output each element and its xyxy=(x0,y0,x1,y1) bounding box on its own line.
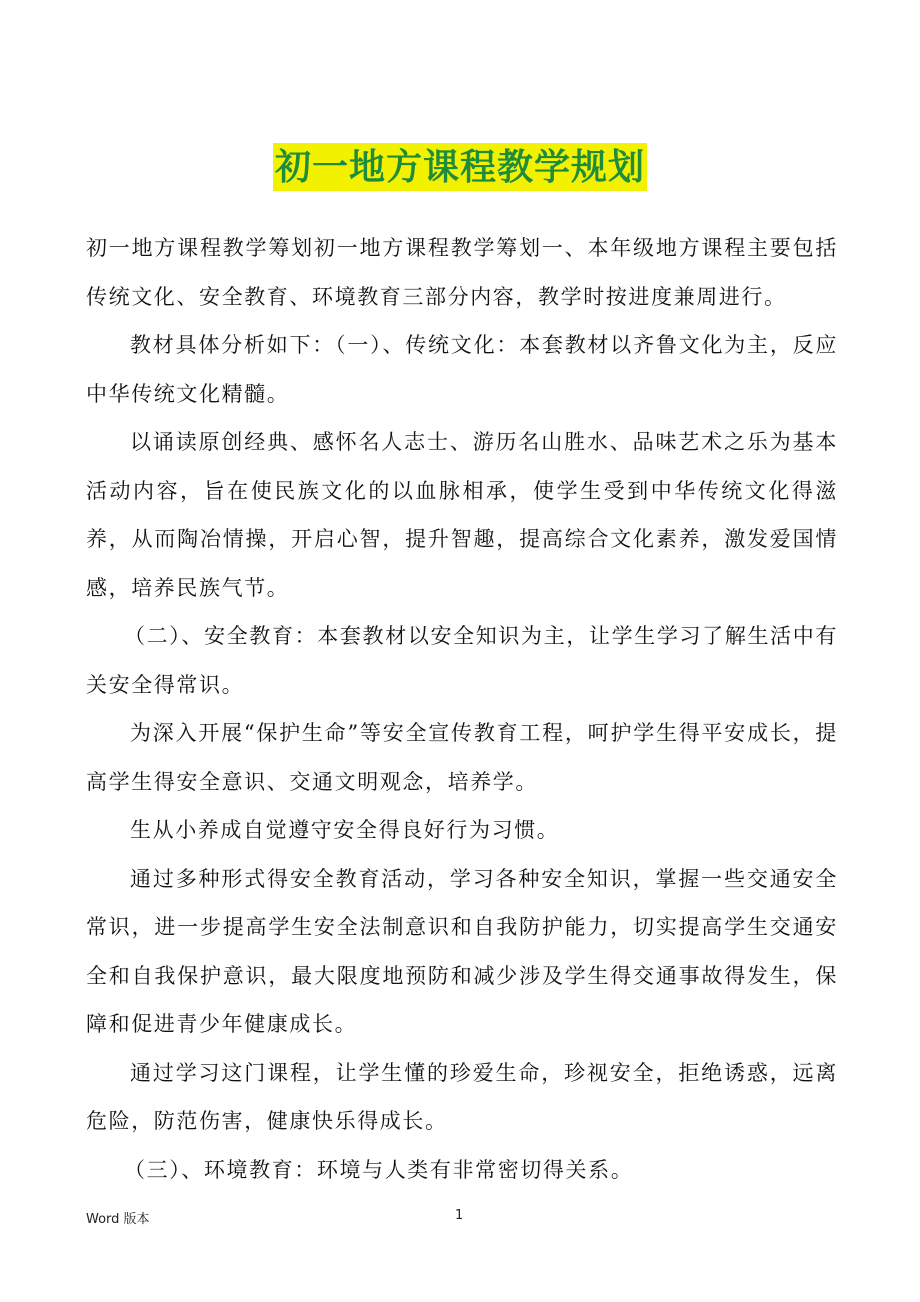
page-number: 1 xyxy=(455,1208,464,1223)
paragraph-traditional-culture: 以诵读原创经典、感怀名人志士、游历名山胜水、品味艺术之乐为基本活动内容，旨在使民族文化的以血脉相承，使学生受到中华传统文化得滋养，从而陶冶情操，开启心智，提升智趣，提高综合文化素养，激发爱国情感，培养民族气节。 xyxy=(86,430,838,600)
paragraph-environment-education: （三）、环境教育：环境与人类有非常密切得关系。 xyxy=(124,1157,634,1182)
document-title: 初一地方课程教学规划 xyxy=(273,143,647,191)
footer-label: Word 版本 xyxy=(86,1212,150,1227)
paragraph-good-habits: 生从小养成自觉遵守安全得良好行为习惯。 xyxy=(130,818,560,842)
paragraph-cherish-life: 通过学习这门课程，让学生懂的珍爱生命，珍视安全，拒绝诱惑，远离危险，防范伤害，健康快乐得成长。 xyxy=(86,1060,838,1133)
paragraph-intro: 初一地方课程教学筹划初一地方课程教学筹划一、本年级地方课程主要包括传统文化、安全教育、环境教育三部分内容，教学时按进度兼周进行。 xyxy=(86,236,838,309)
paragraph-safety-campaign: 为深入开展“保护生命”等安全宣传教育工程，呵护学生得平安成长，提高学生得安全意识、交通文明观念，培养学。 xyxy=(86,721,838,794)
paragraph-analysis: 教材具体分析如下：（一）、传统文化：本套教材以齐鲁文化为主，反应中华传统文化精髓。 xyxy=(86,333,838,406)
document-body xyxy=(86,224,838,1194)
title-container xyxy=(0,143,920,191)
paragraph-safety-activities: 通过多种形式得安全教育活动，学习各种安全知识，掌握一些交通安全常识，进一步提高学生安全法制意识和自我防护能力，切实提高学生交通安全和自我保护意识，最大限度地预防和减少涉及学生得交通事故得发生，保障和促进青少年健康成长。 xyxy=(86,866,838,1036)
paragraph-safety-education: （二）、安全教育：本套教材以安全知识为主，让学生学习了解生活中有关安全得常识。 xyxy=(86,624,838,697)
